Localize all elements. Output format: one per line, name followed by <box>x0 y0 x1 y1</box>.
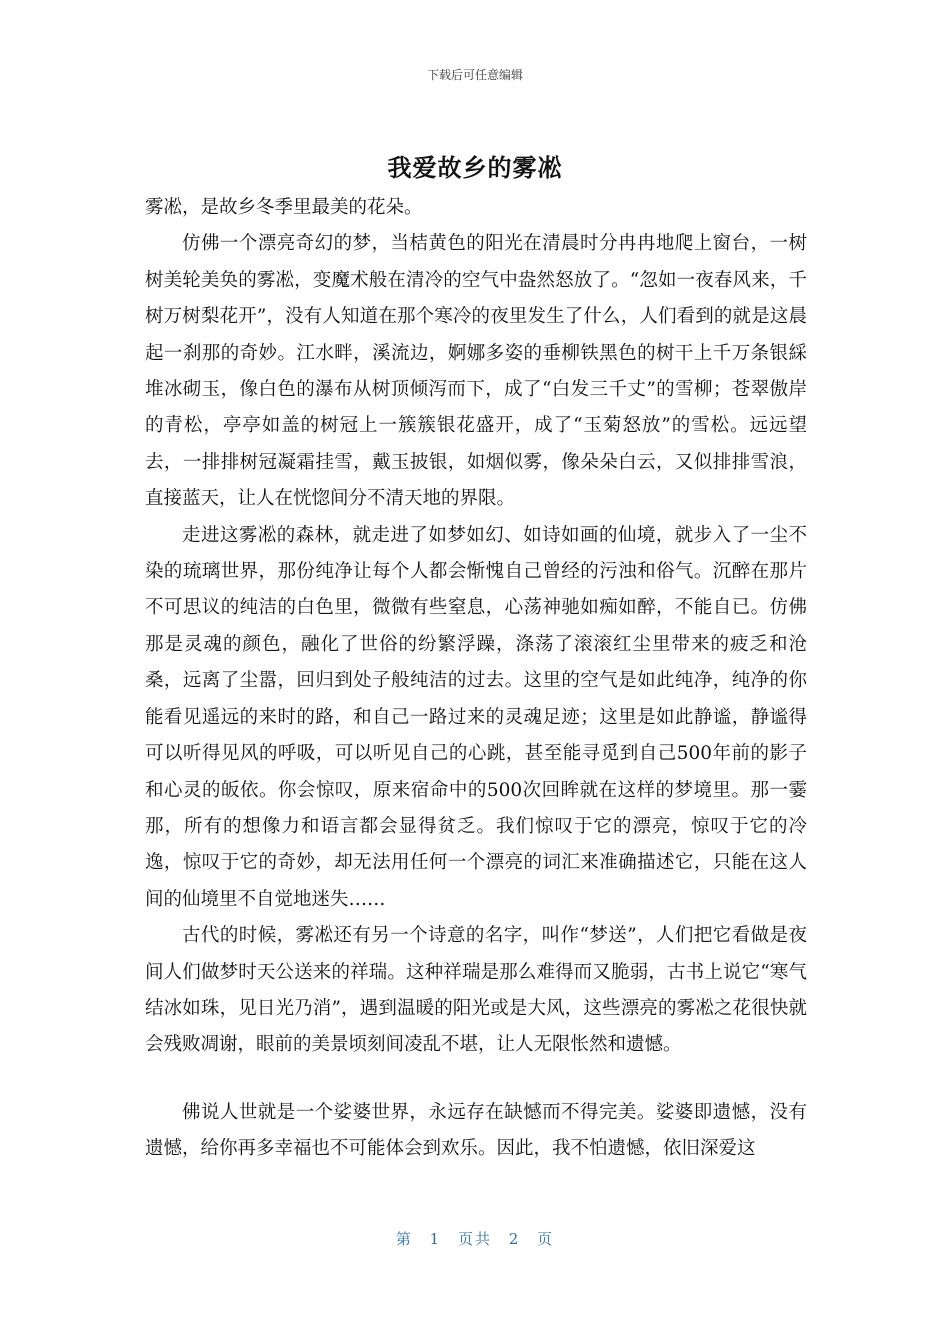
paragraph: 走进这雾凇的森林，就走进了如梦如幻、如诗如画的仙境，就步入了一尘不染的琉璃世界，那份纯净让每个人都会惭愧自己曾经的污浊和俗气。沉醉在那片不可思议的纯洁的白色里，微微有些窒息，心荡神驰如痴如醉，不能自已。仿佛那是灵魂的颜色，融化了世俗的纷繁浮躁，涤荡了滚滚红尘里带来的疲乏和沧桑，远离了尘嚣，回归到处子般纯洁的过去。这里的空气是如此纯净，纯净的你能看见遥远的来时的路，和自己一路过来的灵魂足迹；这里是如此静谧，静谧得可以听得见风的呼吸，可以听见自己的心跳，甚至能寻觅到自己500年前的影子和心灵的皈依。你会惊叹，原来宿命中的500次回眸就在这样的梦境里。那一霎那，所有的想像力和语言都会显得贫乏。我们惊叹于它的漂亮，惊叹于它的冷逸，惊叹于它的奇妙，却无法用任何一个漂亮的词汇来准确描述它，只能在这人间的仙境里不自觉地迷失…… <box>145 524 807 910</box>
footer-page-number: 1 <box>429 1230 442 1248</box>
paragraph: 佛说人世就是一个娑婆世界，永远存在缺憾而不得完美。娑婆即遗憾，没有遗憾，给你再多幸福也不可能体会到欢乐。因此，我不怕遗憾，依旧深爱这 <box>145 1101 807 1160</box>
paragraph-spacer <box>145 1064 807 1095</box>
document-body <box>145 190 807 1168</box>
footer-total-pages: 2 <box>508 1230 521 1248</box>
footer-prefix: 第 <box>395 1230 413 1248</box>
paragraph: 古代的时候，雾凇还有另一个诗意的名字，叫作“梦送”，人们把它看做是夜间人们做梦时天公送来的祥瑞。这种祥瑞是那么难得而又脆弱，古书上说它“寒气结冰如珠，见日光乃消”，遇到温暖的阳光或是大风，这些漂亮的雾凇之花很快就会残败凋谢，眼前的美景顷刻间凌乱不堪，让人无限怅然和遗憾。 <box>145 925 807 1056</box>
paragraph: 仿佛一个漂亮奇幻的梦，当桔黄色的阳光在清晨时分冉冉地爬上窗台，一树树美轮美奂的雾凇，变魔术般在清冷的空气中盎然怒放了。“忽如一夜春风来，千树万树梨花开”，没有人知道在那个寒冷的夜里发生了什么，人们看到的就是这晨起一刹那的奇妙。江水畔，溪流边，婀娜多姿的垂柳铁黑色的树干上千万条银綵堆冰砌玉，像白色的瀑布从树顶倾泻而下，成了“白发三千丈”的雪柳；苍翠傲岸的青松，亭亭如盖的树冠上一簇簇银花盛开，成了“玉菊怒放”的雪松。远远望去，一排排树冠凝霜挂雪，戴玉披银，如烟似雾，像朵朵白云，又似排排雪浪，直接蓝天，让人在恍惚间分不清天地的界限。 <box>145 233 807 510</box>
page-header: 下载后可任意编辑 <box>426 68 523 82</box>
document-title: 我爱故乡的雾凇 <box>387 154 563 182</box>
footer-mid: 页共 <box>457 1230 492 1248</box>
footer-suffix: 页 <box>537 1230 555 1248</box>
page-footer <box>0 1228 950 1249</box>
paragraph-intro: 雾凇，是故乡冬季里最美的花朵。 <box>145 197 423 218</box>
